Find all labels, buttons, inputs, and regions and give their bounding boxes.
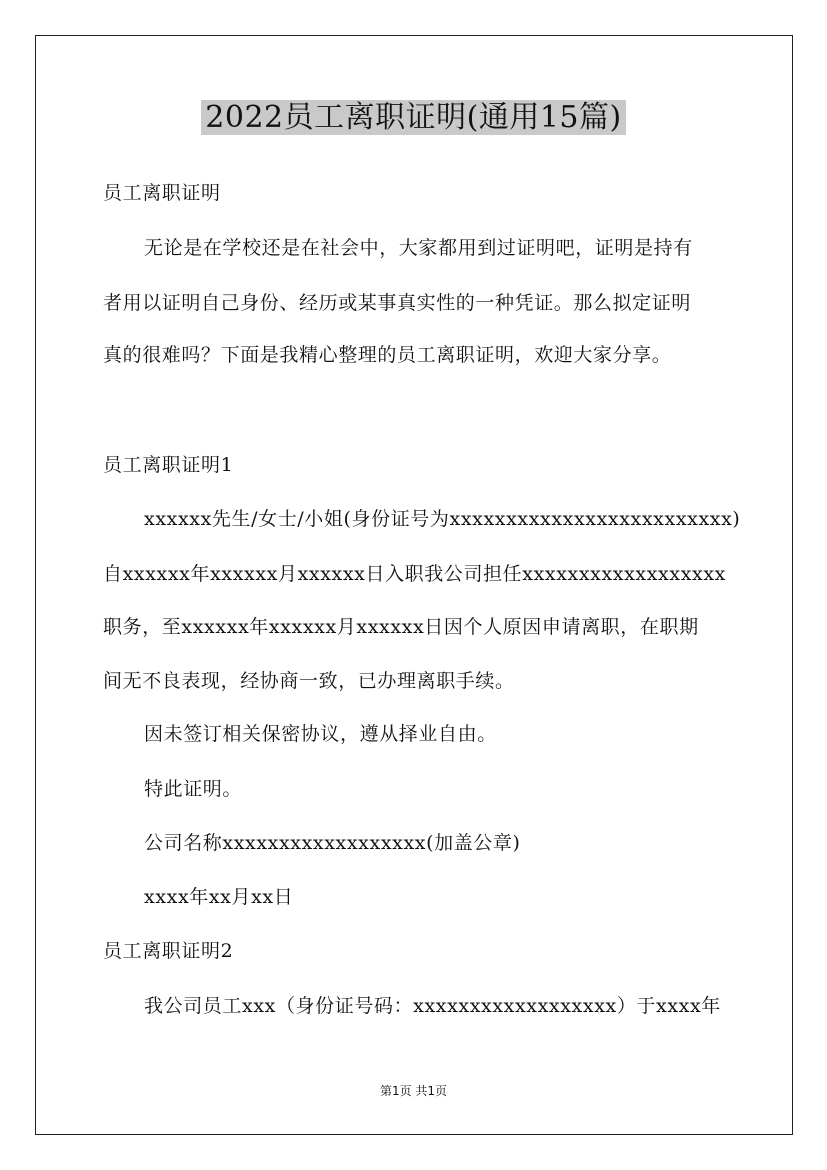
section-heading: 员工离职证明2 [103,940,234,962]
paragraph-line: 因未签订相关保密协议，遵从择业自由。 [144,723,497,745]
paragraph-line: 我公司员工xxx（身份证号码：xxxxxxxxxxxxxxxxxx）于xxxx年 [144,995,721,1017]
document-title [0,96,827,140]
title-text: 2022员工离职证明(通用15篇) [201,100,625,135]
date-line: xxxx年xx月xx日 [144,886,294,908]
paragraph-line: 者用以证明自己身份、经历或某事真实性的一种凭证。那么拟定证明 [103,292,692,314]
paragraph-line: 真的很难吗？下面是我精心整理的员工离职证明，欢迎大家分享。 [103,344,672,366]
paragraph-line: 公司名称xxxxxxxxxxxxxxxxxx(加盖公章) [144,832,521,854]
section-heading: 员工离职证明 [103,182,221,204]
paragraph-line: 间无不良表现，经协商一致，已办理离职手续。 [103,670,515,692]
paragraph-line: 特此证明。 [144,778,243,800]
paragraph-line: 自xxxxxx年xxxxxx月xxxxxx日入职我公司担任xxxxxxxxxxxxxxxxxx [103,563,726,585]
page-footer: 第1页 共1页 [379,1084,448,1098]
paragraph-line: xxxxxx先生/女士/小姐(身份证号为xxxxxxxxxxxxxxxxxxxxxxxxx) [144,508,741,530]
paragraph-line: 职务，至xxxxxx年xxxxxx月xxxxxx日因个人原因申请离职，在职期 [103,616,699,638]
section-heading: 员工离职证明1 [103,454,234,476]
paragraph-line: 无论是在学校还是在社会中，大家都用到过证明吧，证明是持有 [144,237,693,259]
